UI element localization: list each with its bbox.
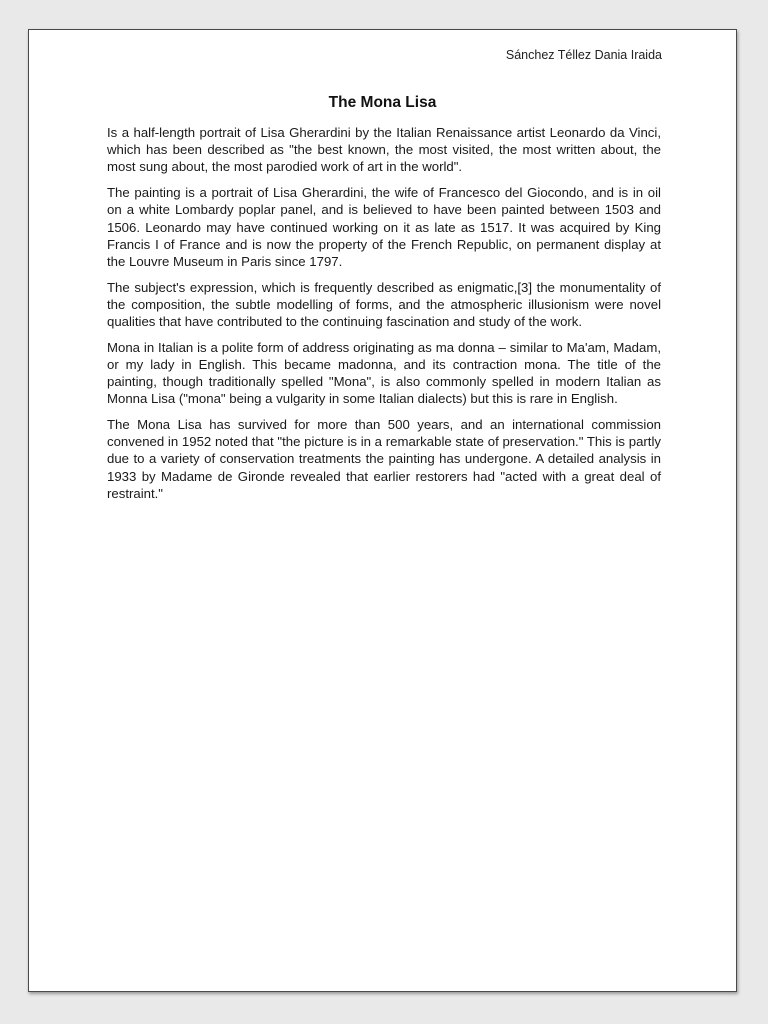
paragraph: The painting is a portrait of Lisa Gherardini, the wife of Francesco del Giocondo, and is in oil on a white Lombardy poplar panel, and is believed to have been painted between 1503 and 1506. Leonardo may have continued working on it as late as 1517. It was acquired by King Francis I of France and is now the property of the French Republic, on permanent display at the Louvre Museum in Paris since 1797. xyxy=(107,185,661,269)
paragraph: Is a half-length portrait of Lisa Gherardini by the Italian Renaissance artist Leonardo da Vinci, which has been described as "the best known, the most visited, the most written about, the most sung about, the most parodied work of art in the world". xyxy=(107,125,661,175)
paragraph: Mona in Italian is a polite form of address originating as ma donna – similar to Ma'am, Madam, or my lady in English. This became madonna, and its contraction mona. The title of the painting, though traditionally spelled "Mona", is also commonly spelled in modern Italian as Monna Lisa ("mona" being a vulgarity in some Italian dialects) but this is rare in English. xyxy=(107,339,661,407)
document-body xyxy=(107,124,661,511)
paragraph: The subject's expression, which is frequently described as enigmatic,[3] the monumentality of the composition, the subtle modelling of forms, and the atmospheric illusionism were novel qualities that have contributed to the continuing fascination and study of the work. xyxy=(107,279,661,330)
author-name: Sánchez Téllez Dania Iraida xyxy=(505,48,662,62)
paragraph: The Mona Lisa has survived for more than 500 years, and an international commission convened in 1952 noted that "the picture is in a remarkable state of preservation." This is partly due to a variety of conservation treatments the painting has undergone. A detailed analysis in 1933 by Madame de Gironde revealed that earlier restorers had "acted with a great deal of restraint." xyxy=(107,417,661,501)
document-page xyxy=(28,29,737,992)
document-title: The Mona Lisa xyxy=(328,94,437,111)
